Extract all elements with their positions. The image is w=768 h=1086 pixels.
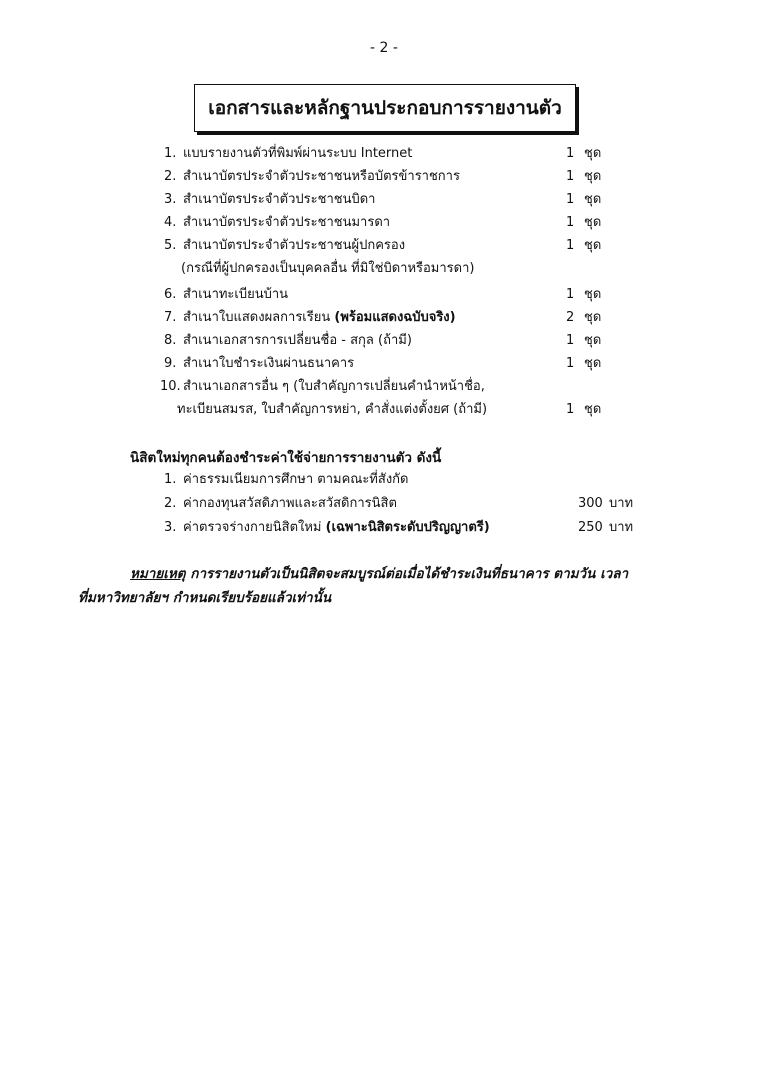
document-item-unit: ชุด (584, 310, 602, 325)
document-item-text (183, 354, 354, 374)
document-item-text (183, 144, 412, 164)
document-item-quantity: 1 (566, 287, 575, 302)
fee-item-unit: บาท (609, 520, 634, 535)
document-item-number: 7. (164, 310, 177, 325)
document-item-label: แบบรายงานตัวที่พิมพ์ผ่านระบบ Internet (183, 146, 413, 161)
document-item-number: 2. (164, 169, 177, 184)
document-item-quantity: 1 (566, 238, 575, 253)
fee-item-label: ค่าธรรมเนียมการศึกษา ตามคณะที่สังกัด (183, 472, 409, 487)
document-item-quantity: 2 (566, 310, 575, 325)
document-item-quantity: 1 (566, 146, 575, 161)
document-item-label: สำเนาบัตรประจำตัวประชาชนหรือบัตรข้าราชการ (183, 169, 460, 184)
fee-item-text (183, 518, 490, 538)
document-item-text (177, 400, 487, 420)
document-item-text (183, 377, 485, 397)
document-item-unit: ชุด (584, 402, 602, 417)
document-item-number: 6. (164, 287, 177, 302)
document-item-quantity: 1 (566, 192, 575, 207)
document-item-quantity: 1 (566, 215, 575, 230)
fee-item-amount: 250 (578, 520, 603, 535)
document-item-unit: ชุด (584, 356, 602, 371)
fee-item-label: ค่ากองทุนสวัสดิภาพและสวัสดิการนิสิต (183, 496, 397, 511)
document-item-text (183, 331, 412, 351)
note (130, 562, 628, 586)
document-item-unit: ชุด (584, 169, 602, 184)
document-item-unit: ชุด (584, 333, 602, 348)
page-number: - 2 - (370, 40, 398, 56)
document-item-label: ทะเบียนสมรส, ใบสำคัญการหย่า, คำสั่งแต่งตั้งยศ (ถ้ามี) (177, 402, 488, 417)
document-item-text (183, 167, 460, 187)
document-item-quantity: 1 (566, 169, 575, 184)
fee-item-amount: 300 (578, 496, 603, 511)
document-item-emphasis: (พร้อมแสดงฉบับจริง) (334, 310, 456, 325)
document-item-label: สำเนาบัตรประจำตัวประชาชนผู้ปกครอง (183, 238, 406, 253)
fee-item-unit: บาท (609, 496, 634, 511)
document-item-unit: ชุด (584, 146, 602, 161)
document-item-label: สำเนาใบแสดงผลการเรียน (183, 310, 331, 325)
document-item-text (183, 285, 288, 305)
page-title: เอกสารและหลักฐานประกอบการรายงานตัว (194, 84, 576, 132)
document-item-label: สำเนาเอกสารการเปลี่ยนชื่อ - สกุล (ถ้ามี) (183, 333, 412, 348)
fee-item-label: ค่าตรวจร่างกายนิสิตใหม่ (183, 520, 326, 535)
document-item-text (181, 259, 474, 279)
document-item-text (183, 190, 375, 210)
fee-item-number: 3. (164, 520, 177, 535)
document-item-label: สำเนาบัตรประจำตัวประชาชนบิดา (183, 192, 376, 207)
document-item-number: 5. (164, 238, 177, 253)
document-item-unit: ชุด (584, 287, 602, 302)
document-item-quantity: 1 (566, 333, 575, 348)
document-item-text (183, 213, 390, 233)
fee-item-text (183, 470, 408, 490)
document-item-number: 3. (164, 192, 177, 207)
fee-item-number: 2. (164, 496, 177, 511)
document-item-number: 9. (164, 356, 177, 371)
fee-item-number: 1. (164, 472, 177, 487)
document-item-label: (กรณีที่ผู้ปกครองเป็นบุคคลอื่น ที่มิใช่บิดาหรือมารดา) (181, 261, 475, 276)
note-line-1: การรายงานตัวเป็นนิสิตจะสมบูรณ์ต่อเมื่อได้ชำระเงินที่ธนาคาร ตามวัน เวลา (185, 566, 629, 582)
document-item-number: 8. (164, 333, 177, 348)
document-item-quantity: 1 (566, 356, 575, 371)
document-item-label: สำเนาเอกสารอื่น ๆ (ใบสำคัญการเปลี่ยนคำนำหน้าชื่อ, (183, 379, 485, 394)
fees-heading: นิสิตใหม่ทุกคนต้องชำระค่าใช้จ่ายการรายงานตัว ดังนี้ (130, 450, 442, 466)
note-continuation: ที่มหาวิทยาลัยฯ กำหนดเรียบร้อยแล้วเท่านั้น (78, 590, 332, 606)
document-item-number: 10. (160, 379, 181, 394)
document-item-unit: ชุด (584, 215, 602, 230)
document-item-label: สำเนาใบชำระเงินผ่านธนาคาร (183, 356, 355, 371)
note-label: หมายเหตุ (130, 566, 186, 582)
document-item-label: สำเนาบัตรประจำตัวประชาชนมารดา (183, 215, 391, 230)
document-item-label: สำเนาทะเบียนบ้าน (183, 287, 289, 302)
document-item-unit: ชุด (584, 192, 602, 207)
document-item-number: 4. (164, 215, 177, 230)
document-item-quantity: 1 (566, 402, 575, 417)
document-item-text (183, 236, 405, 256)
fee-item-emphasis: (เฉพาะนิสิตระดับปริญญาตรี) (325, 520, 490, 535)
document-item-text (183, 308, 456, 328)
fee-item-text (183, 494, 397, 514)
document-item-number: 1. (164, 146, 177, 161)
document-item-unit: ชุด (584, 238, 602, 253)
